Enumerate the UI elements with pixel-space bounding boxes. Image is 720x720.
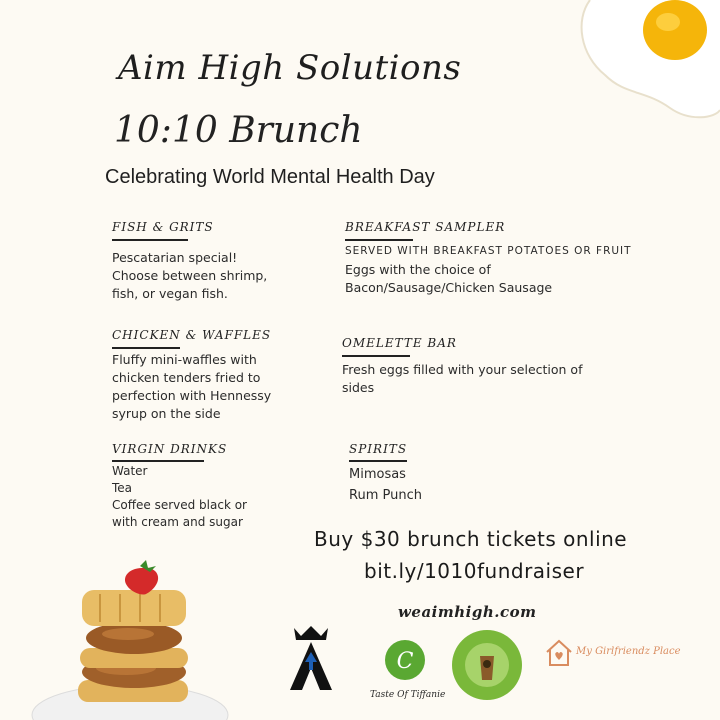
my-girlfriendz-place-logo (544, 638, 681, 678)
menu-section-omelette-bar (342, 336, 583, 397)
menu-section-breakfast-sampler (345, 220, 632, 297)
tiffanie-emblem-icon (370, 630, 440, 688)
section-description: Pescatarian special! Choose between shrimp, fish, or vegan fish. (112, 250, 268, 301)
section-description: Eggs with the choice of Bacon/Sausage/Chicken Sausage (345, 262, 553, 295)
menu-section-spirits (349, 442, 422, 506)
section-underline (349, 460, 407, 462)
taste-of-tiffanie-logo (370, 630, 446, 710)
fried-egg-image (570, 0, 720, 125)
section-title: BREAKFAST SAMPLER (345, 220, 506, 234)
section-title: VIRGIN DRINKS (112, 442, 228, 456)
section-title: CHICKEN & WAFFLES (112, 328, 272, 342)
section-title: SPIRITS (349, 442, 408, 456)
svg-text:C: C (396, 649, 414, 674)
ticket-price-line: Buy $30 brunch tickets online (314, 527, 628, 551)
house-icon (544, 638, 574, 668)
website-url[interactable]: weaimhigh.com (398, 603, 537, 621)
section-underline (342, 355, 410, 357)
menu-section-virgin-drinks (112, 442, 247, 531)
section-description: Fresh eggs filled with your selection of sides (342, 362, 583, 395)
section-description: Fluffy mini-waffles with chicken tenders fried to perfection with Hennessy syrup on the side (112, 352, 272, 421)
ticket-link[interactable]: bit.ly/1010fundraiser (364, 559, 585, 583)
section-underline (112, 460, 204, 462)
chicken-waffles-image (30, 560, 230, 720)
aim-high-logo (286, 624, 336, 692)
section-description: Water Tea Coffee served black or with cream and sugar (112, 464, 247, 529)
event-name: 10:10 Brunch (114, 110, 363, 151)
section-underline (345, 239, 413, 241)
section-underline (112, 347, 180, 349)
section-title: FISH & GRITS (112, 220, 214, 234)
butterfly-logo (450, 628, 524, 702)
section-underline (112, 239, 188, 241)
event-tagline: Celebrating World Mental Health Day (105, 166, 435, 188)
section-note: SERVED WITH BREAKFAST POTATOES OR FRUIT (345, 245, 632, 257)
tiffanie-logo-text: Taste Of Tiffanie (370, 690, 446, 700)
menu-section-fish-grits (112, 220, 267, 303)
girlfriendz-logo-text: My Girlfriendz Place (576, 646, 681, 657)
section-description: Mimosas Rum Punch (349, 467, 422, 503)
menu-section-chicken-waffles (112, 328, 271, 423)
section-title: OMELETTE BAR (342, 336, 457, 350)
page-title: Aim High Solutions (118, 48, 462, 88)
